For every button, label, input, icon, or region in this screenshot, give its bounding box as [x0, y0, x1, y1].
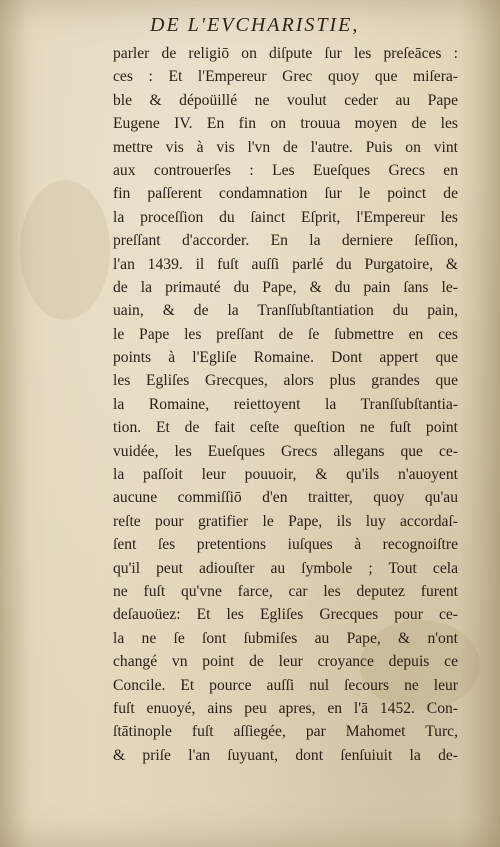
text-line: points à l'Egliſe Romaine. Dont appert que	[113, 349, 458, 367]
text-line: la Romaine, reiettoyent la Tranſſubſtantia-	[113, 395, 458, 413]
text-line: vuidée, les Eueſques Grecs allegans que ce-	[113, 442, 458, 460]
text-line: Eugene IV. En fin on trouua moyen de les	[113, 115, 458, 133]
text-line: fuſt enuoyé, ains peu apres, en l'ā 1452. Con-	[113, 699, 458, 717]
text-line: ſtātinople fuſt aſſiegée, par Mahomet Turc,	[113, 723, 458, 741]
text-line: le Pape les preſſant de ſe ſubmettre en ces	[113, 325, 458, 343]
text-line: Concile. Et pource auſſi nul ſecours ne leur	[113, 676, 458, 694]
text-line: preſſant d'accorder. En la derniere ſeſſion,	[113, 232, 458, 250]
text-line: parler de religiō on diſpute ſur les preſeāces :	[113, 45, 458, 62]
text-line: ces : Et l'Empereur Grec quoy que miſera-	[113, 68, 458, 86]
text-line: la paſſoit leur pouuoir, & qu'ils n'auoyent	[113, 466, 458, 484]
body-text	[113, 42, 458, 767]
paper-stain	[20, 180, 110, 320]
text-line: fin paſſerent condamnation ſur le poinct de	[113, 185, 458, 203]
text-line: la proceſſion du ſainct Eſprit, l'Empereur les	[113, 208, 458, 226]
text-line: ſent ſes pretentions iuſques à recognoiſtre	[113, 536, 458, 554]
text-line: les Egliſes Grecques, alors plus grandes que	[113, 372, 458, 390]
text-line: tion. Et de fait ceſte queſtion ne fuſt point	[113, 419, 458, 437]
text-line: la ne ſe ſont ſubmiſes au Pape, & n'ont	[113, 629, 458, 647]
text-line: ble & dépoüillé ne voulut ceder au Pape	[113, 91, 458, 109]
text-line: changé vn point de leur croyance depuis ce	[113, 653, 458, 671]
text-line: l'an 1439. il fuſt auſſi parlé du Purgatoire, &	[113, 255, 458, 273]
text-line: deſauoüez: Et les Egliſes Grecques pour ce-	[113, 606, 458, 624]
text-line: & priſe l'an ſuyuant, dont ſenſuiuit la de-	[113, 746, 458, 764]
text-line: de la primauté du Pape, & du pain ſans le-	[113, 278, 458, 296]
text-line: mettre vis à vis l'vn de l'autre. Puis on vint	[113, 138, 458, 156]
text-line: uain, & de la Tranſſubſtantiation du pain,	[113, 302, 458, 320]
text-line: aux controuerſes : Les Eueſques Grecs en	[113, 161, 458, 179]
text-line: qu'il peut adiouſter au ſymbole ; Tout cela	[113, 559, 458, 577]
text-line: ne fuſt qu'vne farce, car les deputez furent	[113, 582, 458, 600]
text-line: reſte pour gratifier le Pape, ils luy accordaſ-	[113, 512, 458, 530]
running-header: DE L'EVCHARISTIE,	[150, 14, 360, 36]
text-line: aucune commiſſiō d'en traitter, quoy qu'au	[113, 489, 458, 507]
